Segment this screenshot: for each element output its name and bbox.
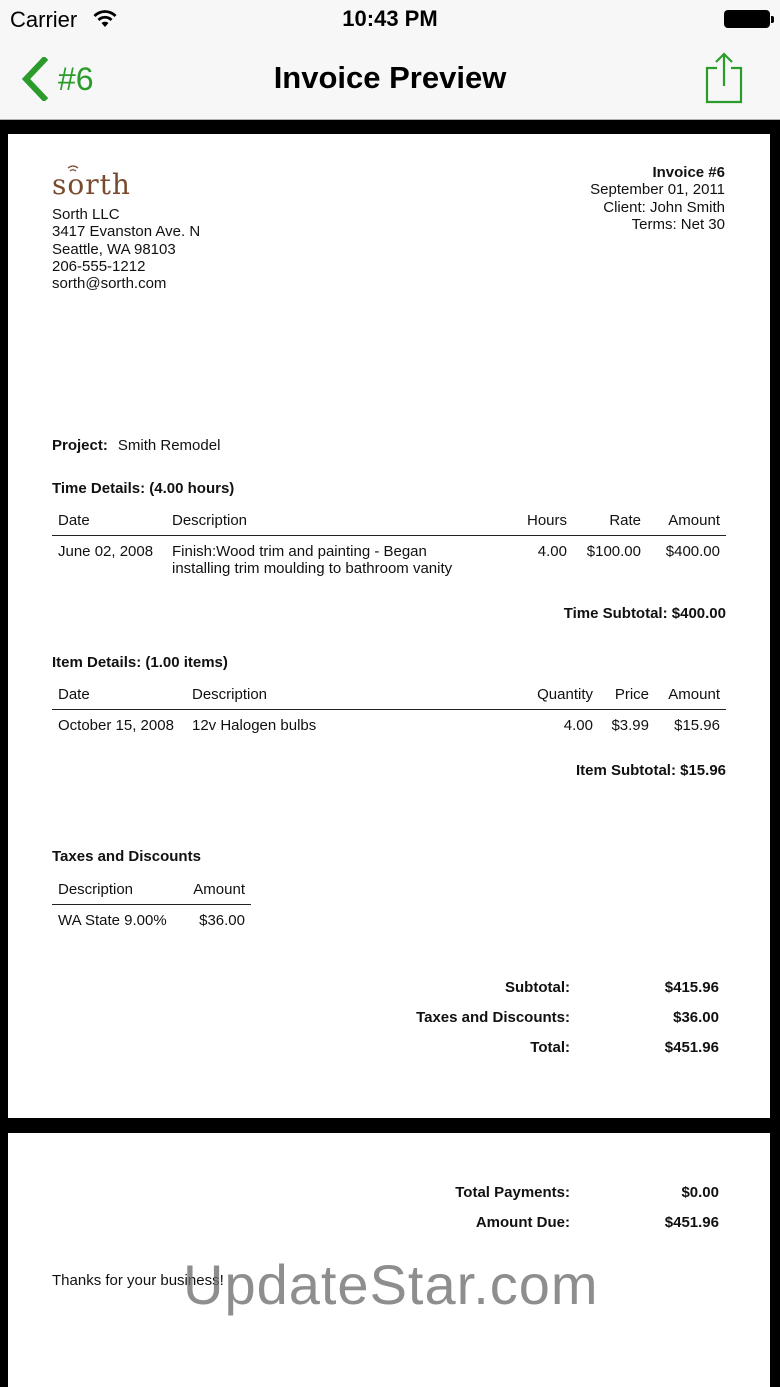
time-subtotal: Time Subtotal: $400.00 — [563, 605, 726, 622]
column-header: Price — [599, 686, 655, 710]
project-value: Smith Remodel — [117, 437, 221, 454]
column-header: Description — [52, 881, 182, 905]
company-name: Sorth LLC — [52, 206, 120, 223]
column-header: Amount — [182, 881, 251, 905]
column-header: Hours — [513, 512, 573, 536]
project-label: Project: — [52, 437, 108, 454]
cell-hours: 4.00 — [537, 543, 567, 560]
invoice-header — [590, 164, 725, 233]
column-header: Amount — [655, 686, 726, 710]
table-row — [52, 710, 726, 735]
time-details-table — [52, 512, 726, 577]
cell-rate: $100.00 — [586, 543, 641, 560]
clock: 10:43 PM — [342, 6, 438, 31]
navigation-bar — [0, 40, 780, 120]
cell-description: Finish:Wood trim and painting - Began installing trim moulding to bathroom vanity — [172, 543, 453, 577]
cell-price: $3.99 — [611, 717, 649, 734]
invoice-page-1 — [8, 134, 770, 1118]
item-subtotal: Item Subtotal: $15.96 — [575, 762, 726, 779]
column-header: Amount — [647, 512, 726, 536]
back-button[interactable] — [20, 56, 94, 102]
total-payments-label: Total Payments: — [455, 1184, 570, 1201]
invoice-client: Client: John Smith — [603, 198, 725, 216]
battery-icon — [724, 10, 770, 28]
item-details-table — [52, 686, 726, 734]
chevron-left-icon — [20, 57, 48, 101]
column-header: Description — [166, 512, 513, 536]
time-details-title: Time Details: (4.00 hours) — [52, 480, 235, 497]
carrier-label: Carrier — [10, 7, 78, 32]
cell-description: 12v Halogen bulbs — [192, 717, 317, 734]
total-payments-value: $0.00 — [681, 1184, 719, 1201]
taxes-value: $36.00 — [673, 1009, 719, 1026]
taxes-table — [52, 881, 251, 929]
amount-due-value: $451.96 — [664, 1214, 719, 1231]
table-header-row — [52, 686, 726, 710]
table-row — [52, 536, 726, 578]
amount-due-label: Amount Due: — [475, 1214, 570, 1231]
company-phone: 206-555-1212 — [52, 257, 146, 275]
column-header: Date — [52, 512, 166, 536]
company-email: sorth@sorth.com — [52, 275, 167, 293]
column-header: Date — [52, 686, 186, 710]
cell-amount: $400.00 — [665, 543, 720, 560]
subtotal-label: Subtotal: — [505, 979, 570, 996]
column-header: Description — [186, 686, 521, 710]
page-title: Invoice Preview — [273, 60, 507, 95]
column-header: Quantity — [521, 686, 599, 710]
thank-you-note: Thanks for your business! — [52, 1272, 224, 1289]
invoice-page-2 — [8, 1133, 770, 1387]
total-label: Total: — [530, 1039, 570, 1056]
share-icon[interactable] — [704, 50, 744, 106]
company-street: 3417 Evanston Ave. N — [52, 223, 201, 241]
invoice-terms: Terms: Net 30 — [631, 215, 725, 233]
payments-summary — [8, 1184, 770, 1234]
cell-date: October 15, 2008 — [58, 717, 174, 734]
back-button-label: #6 — [58, 60, 94, 97]
taxes-title: Taxes and Discounts — [52, 848, 201, 865]
invoice-date: September 01, 2011 — [590, 181, 725, 199]
cell-amount: $36.00 — [199, 912, 245, 929]
table-header-row — [52, 512, 726, 536]
taxes-label: Taxes and Discounts: — [416, 1009, 570, 1026]
total-value: $451.96 — [664, 1039, 719, 1056]
table-header-row — [52, 881, 251, 905]
table-row — [52, 905, 251, 930]
column-header: Rate — [573, 512, 647, 536]
cell-quantity: 4.00 — [563, 717, 593, 734]
company-address — [52, 206, 200, 292]
invoice-number: Invoice #6 — [652, 164, 725, 181]
logo-signal-icon — [65, 165, 81, 175]
cell-date: June 02, 2008 — [58, 543, 154, 560]
project-line — [52, 437, 220, 454]
item-details-title: Item Details: (1.00 items) — [52, 654, 228, 671]
subtotal-value: $415.96 — [664, 979, 719, 996]
company-logo: sorth — [52, 168, 131, 201]
invoice-summary — [8, 979, 770, 1059]
status-bar — [0, 0, 780, 40]
watermark: UpdateStar.com — [183, 1253, 599, 1316]
cell-description: WA State 9.00% — [58, 912, 167, 929]
cell-amount: $15.96 — [674, 717, 720, 734]
company-city: Seattle, WA 98103 — [52, 240, 176, 258]
